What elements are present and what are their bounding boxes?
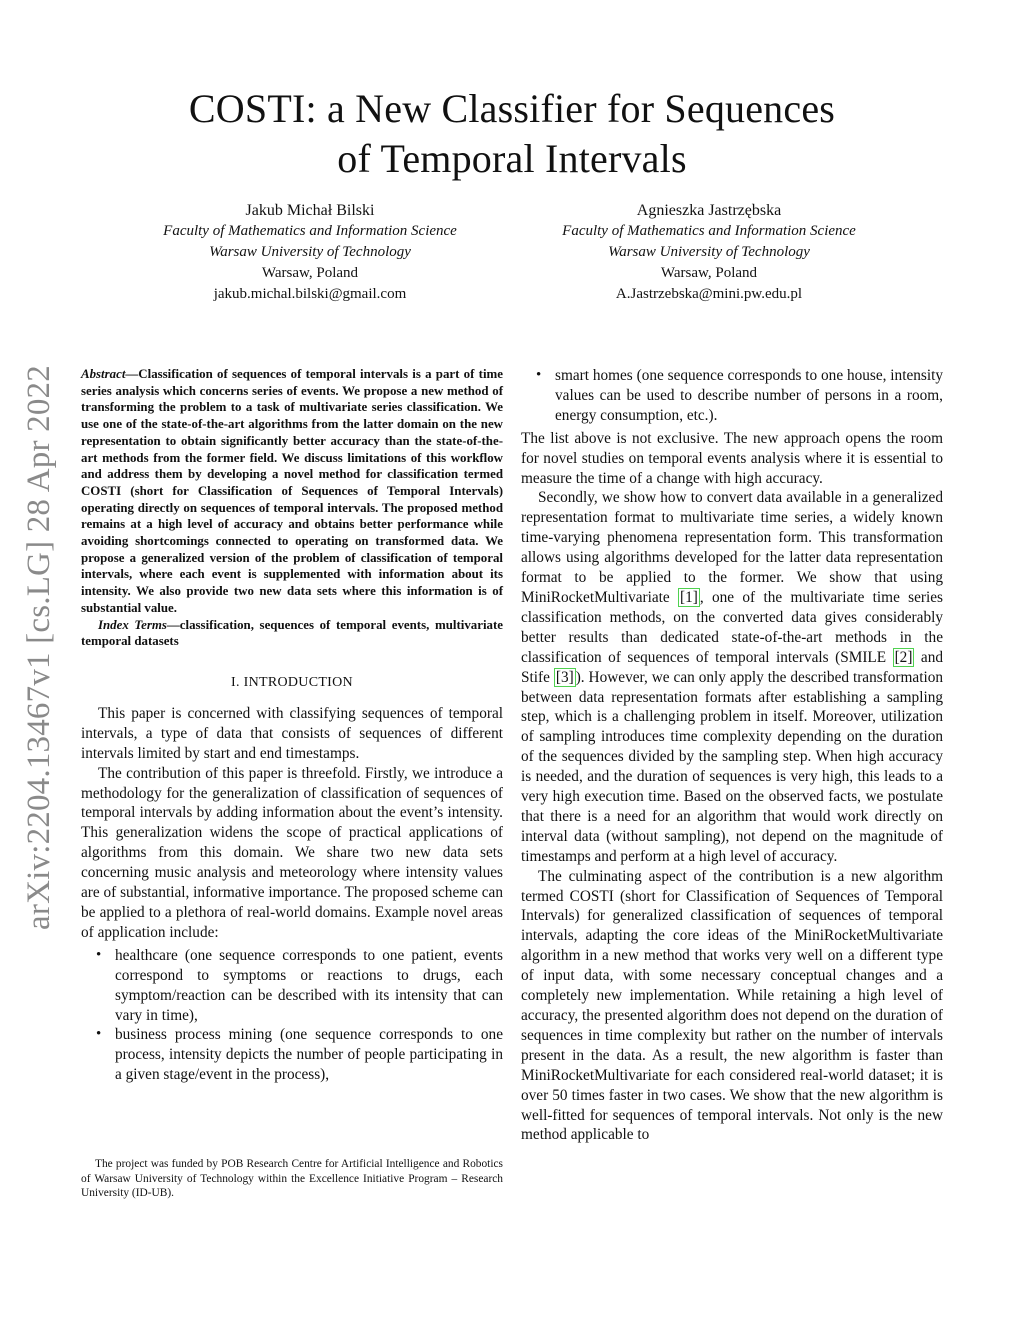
citation-link[interactable]: [1] bbox=[680, 588, 698, 606]
author-affiliation: Faculty of Mathematics and Information Science bbox=[163, 223, 457, 239]
author-name: Jakub Michał Bilski bbox=[245, 202, 375, 219]
list-item: • smart homes (one sequence corresponds to one house, intensity values can be used to describe number of persons in a room, energy consumption, etc.). bbox=[521, 366, 943, 426]
abstract-label: Abstract bbox=[81, 367, 126, 381]
application-list-continued bbox=[521, 366, 943, 426]
list-item: • business process mining (one sequence corresponds to one process, intensity depicts the number of people participating in a given stage/event in the process), bbox=[81, 1025, 503, 1085]
arxiv-side-stamp bbox=[8, 352, 70, 942]
author-block-2 bbox=[509, 200, 909, 305]
abstract-text: —Classification of sequences of temporal intervals is a part of time series analysis which concerns series of events. We propose a new method of transforming the problem to a task of multivariate series classification. We use one of the state-of-the-art algorithms from the latter domain on the new representation to obtain significantly better accuracy than the state-of-the-art methods from the former field. We discuss limitations of this workflow and address them by developing a novel method for classification termed COSTI (short for Classification of Sequences of Temporal Intervals) operating directly on sequences of temporal intervals. The proposed method remains at a high level of accuracy and obtains better performance while avoiding shortcomings connected to operating on transformed data. We propose a generalized version of the problem of classification of temporal intervals, where each event is supplemented with information about its intensity. We also provide two new data sets where this information is of substantial value. bbox=[81, 367, 503, 615]
section-initial: I bbox=[243, 674, 249, 690]
paragraph: The culminating aspect of the contribution is a new algorithm termed COSTI (short for Classification of Sequences of Temporal Intervals) for generalized classification of sequences of temporal intervals, adapting the core ideas of the MiniRocketMultivariate algorithm in a new method that works very well on a different type of input data, with some necessary conceptual changes and a completely new implementation. While retaining a high level of accuracy, the presented algorithm does not depend on the duration of sequences in time complexity but rather on the number of intervals present in the data. As a result, the new algorithm is faster than MiniRocketMultivariate for each considered real-world dataset; it is over 50 times faster in two cases. We show that the new algorithm is well-fitted for sequences of temporal intervals. Not only is the new method applicable to bbox=[521, 867, 943, 1144]
paragraph: The list above is not exclusive. The new approach opens the room for novel studies on temporal events analysis where it is essential to measure the time of a change with high accuracy. bbox=[521, 429, 943, 487]
section-heading bbox=[81, 674, 503, 692]
funding-footnote: The project was funded by POB Research Centre for Artificial Intelligence and Robotics of Warsaw University of Technology within the Excellence Initiative Program – Research University (ID-UB). bbox=[81, 1158, 503, 1200]
right-column bbox=[521, 366, 943, 1145]
author-university: Warsaw University of Technology bbox=[608, 244, 810, 260]
paragraph-text: ). However, we can only apply the described transformation between data representation formats after establishing a sampling step, which is a challenging problem in itself. Moreover, utilization of sampling introduces time complexity depending on the duration of the sequences divided by the sampling step. When high accuracy is needed, and the duration of sequences is very high, this leads to a very high execution time. Based on the observed facts, we postulate that there is a need for an algorithm that would work directly on interval data (without sampling), not depend on the magnitude of timestamps and perform at a high level of accuracy. bbox=[521, 668, 944, 865]
paragraph: The contribution of this paper is threefold. Firstly, we introduce a methodology for the generalization of classification of sequences of temporal intervals by adding information about the event’s intensity. This generalization widens the scope of practical applications of algorithms from this domain. We share two new data sets concerning music analysis and meteorology where intensity values are of substantial, informative importance. The proposed scheme can be applied to a plethora of real-world domains. Example novel areas of application include: bbox=[81, 764, 503, 941]
title-line-2: of Temporal Intervals bbox=[337, 136, 687, 181]
author-block-1 bbox=[110, 200, 510, 305]
paragraph bbox=[521, 488, 943, 866]
author-location: Warsaw, Poland bbox=[261, 265, 359, 281]
section-title: NTRODUCTION bbox=[248, 674, 353, 690]
author-email: jakub.michal.bilski@gmail.com bbox=[213, 286, 407, 302]
index-terms-text: —classification, sequences of temporal events, multivariate temporal datasets bbox=[81, 617, 503, 649]
paragraph-text: Secondly, we show how to convert data available in a generalized representation format to multivariate time series, a widely known time-varying phenomena representation form. This transformation allows using algorithms developed for the latter data representation format to be applied to the former. We show that using MiniRocketMultivariate bbox=[521, 489, 943, 606]
paragraph-text: and Stife bbox=[521, 648, 943, 686]
author-email: A.Jastrzebska@mini.pw.edu.pl bbox=[615, 286, 803, 302]
title-line-1: COSTI: a New Classifier for Sequences bbox=[188, 86, 836, 131]
left-column bbox=[81, 366, 503, 1088]
abstract bbox=[81, 366, 503, 617]
arxiv-identifier: arXiv:2204.13467v1 [cs.LG] 28 Apr 2022 bbox=[20, 364, 57, 930]
author-affiliation: Faculty of Mathematics and Information Science bbox=[562, 223, 856, 239]
index-terms bbox=[81, 617, 503, 650]
author-university: Warsaw University of Technology bbox=[209, 244, 411, 260]
paragraph: This paper is concerned with classifying sequences of temporal intervals, a type of data that consists of sequences of different intervals limited by start and end timestamps. bbox=[81, 704, 503, 762]
citation-link[interactable]: [2] bbox=[894, 648, 913, 666]
paragraph-text: , one of the multivariate time series classification methods, on the converted data gives considerably better results than dedicated state-of-the-art methods in the classification of sequences of temporal intervals (SMILE bbox=[521, 588, 944, 666]
author-location: Warsaw, Poland bbox=[660, 265, 758, 281]
paper-title bbox=[100, 84, 924, 184]
citation-link[interactable]: [3] bbox=[555, 668, 574, 686]
author-name: Agnieszka Jastrzębska bbox=[636, 202, 782, 219]
index-terms-label: Index Terms bbox=[98, 617, 167, 632]
application-list bbox=[81, 946, 503, 1085]
list-item: • healthcare (one sequence corresponds to one patient, events correspond to symptoms or reactions to drugs, each symptom/reaction can be described with its intensity that can vary in time), bbox=[81, 946, 503, 1026]
section-number: I. bbox=[231, 674, 240, 690]
